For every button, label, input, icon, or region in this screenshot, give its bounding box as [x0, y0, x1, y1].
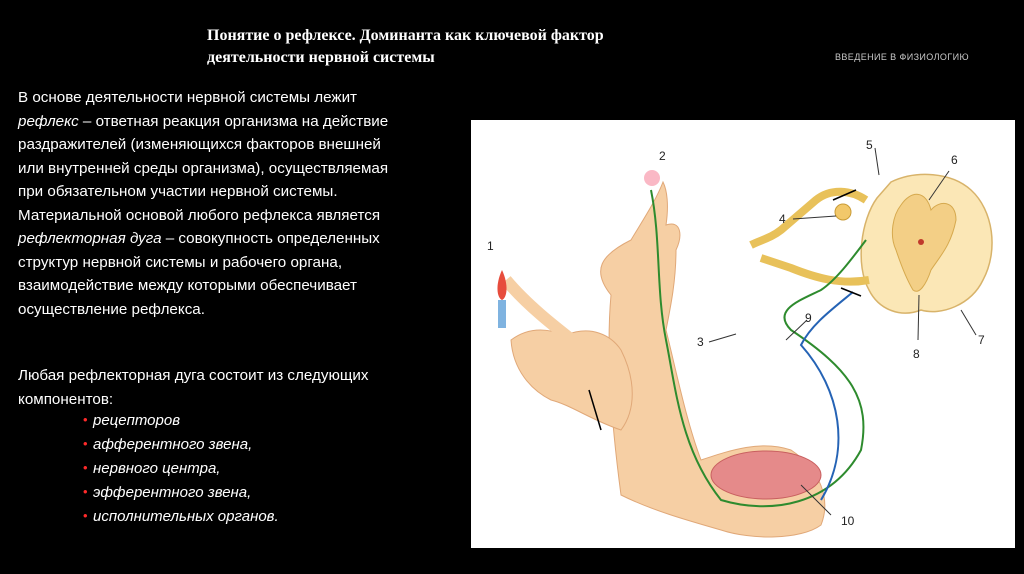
text-line — [18, 227, 458, 251]
list-item: • исполнительных органов. — [83, 505, 279, 529]
list-item: • эфферентного звена, — [83, 481, 279, 505]
text-line: Материальной основой любого рефлекса является — [18, 206, 381, 224]
text-line: В основе деятельности нервной системы лежит — [18, 89, 358, 106]
label-7: 7 — [978, 333, 985, 347]
components-intro — [18, 364, 458, 411]
label-3: 3 — [697, 335, 704, 349]
nerve-roots — [751, 192, 869, 282]
text-line: компонентов: — [18, 390, 114, 408]
components-list — [83, 409, 279, 529]
label-10: 10 — [841, 514, 855, 528]
label-1: 1 — [487, 239, 494, 253]
label-8: 8 — [913, 347, 920, 361]
candle — [497, 270, 506, 328]
text-line: или внутренней среды организма), осуществляемая — [18, 159, 389, 177]
title-line-1: Понятие о рефлексе. Доминанта как ключевой фактор — [207, 27, 604, 44]
label-9: 9 — [805, 311, 812, 325]
label-5: 5 — [866, 138, 873, 152]
term-reflex: рефлекс — [18, 112, 79, 130]
text-line: осуществление рефлекса. — [18, 300, 205, 318]
reflex-arc-illustration — [471, 120, 1015, 548]
spinal-cord — [861, 174, 992, 313]
reflex-arc-drawing — [471, 120, 1015, 548]
term-reflex-arc: рефлекторная дуга — [18, 230, 162, 247]
list-item: • афферентного звена, — [83, 433, 279, 457]
text-line — [18, 110, 458, 134]
label-6: 6 — [951, 153, 958, 167]
list-item: • нервного центра, — [83, 457, 279, 481]
label-4: 4 — [779, 212, 786, 226]
pain-spot — [644, 170, 660, 186]
text-fragment: – совокупность определенных — [161, 230, 380, 247]
slide-title — [207, 25, 727, 69]
text-line: Любая рефлекторная дуга состоит из следующих — [18, 367, 369, 384]
text-line: структур нервной системы и рабочего органа, — [18, 253, 343, 271]
definition-text — [18, 86, 458, 321]
text-line: при обязательном участии нервной системы. — [18, 183, 338, 200]
text-line: раздражителей (изменяющихся факторов внешней — [18, 136, 381, 153]
text-fragment: – ответная реакция организма на действие — [78, 112, 389, 130]
section-tagline: ВВЕДЕНИЕ В ФИЗИОЛОГИЮ — [835, 52, 969, 62]
text-line: взаимодействие между которыми обеспечивает — [18, 277, 357, 294]
label-2: 2 — [659, 149, 666, 163]
title-line-2: деятельности нервной системы — [207, 49, 435, 66]
list-item: • рецепторов — [83, 409, 279, 433]
